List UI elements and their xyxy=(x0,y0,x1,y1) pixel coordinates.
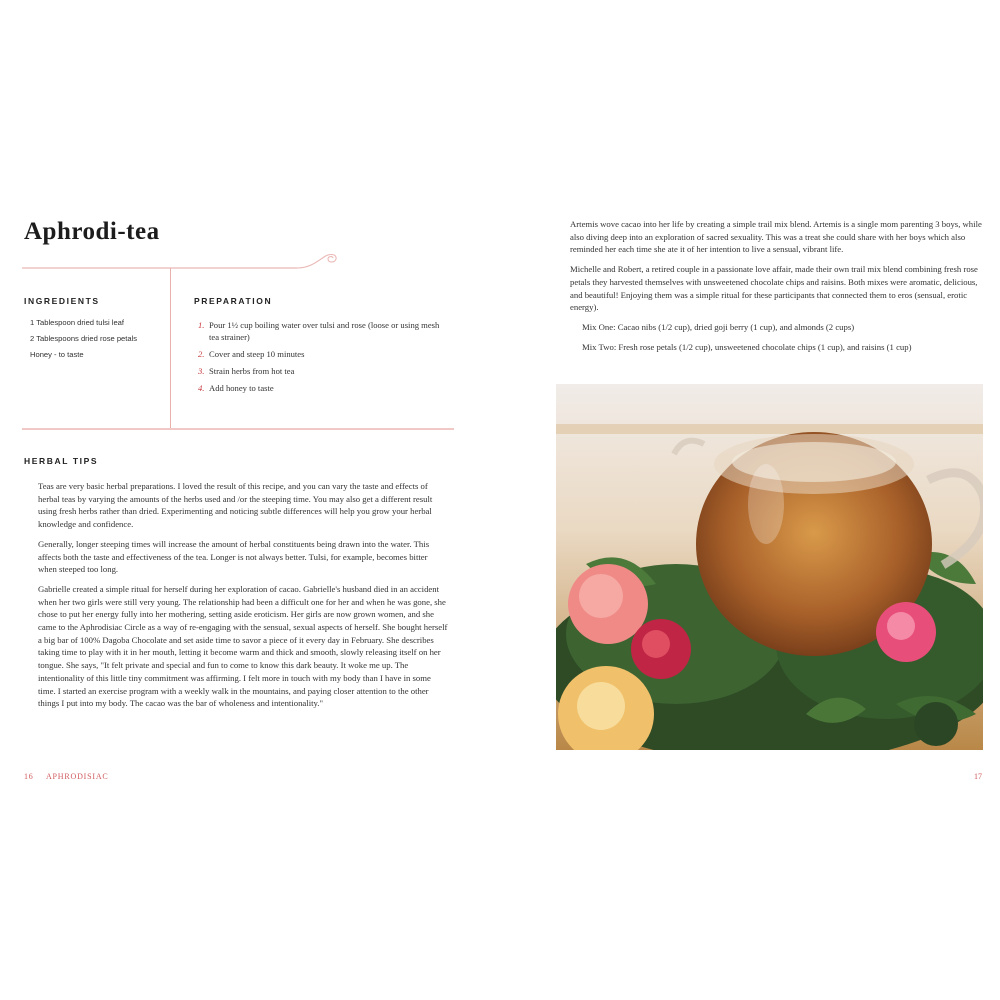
step-number: 4. xyxy=(198,383,205,393)
mix-recipe: Mix Two: Fresh rose petals (1/2 cup), unsweetened chocolate chips (1 cup), and raisins (1 cup) xyxy=(582,341,912,352)
paragraph: Michelle and Robert, a retired couple in a passionate love affair, made their own trail mix blend combining fresh rose petals they harvested themselves with unsweetened chocolate chips and raisins. Both mixes were aromatic, delicious, and beautiful! Enjoying them was a simple ritual for these participants that connected them to eros (sensual, erotic energy). xyxy=(570,264,978,313)
herbal-tips-heading: HERBAL TIPS xyxy=(24,456,99,466)
step-number: 1. xyxy=(198,320,205,330)
ingredients-heading: INGREDIENTS xyxy=(24,296,100,306)
page-number: 16 xyxy=(24,772,34,781)
preparation-steps xyxy=(198,319,448,399)
column-divider xyxy=(170,268,171,428)
step-text: Strain herbs from hot tea xyxy=(209,366,295,376)
paragraph: Generally, longer steeping times will increase the amount of herbal constituents being drawn into the water. This affects both the taste and effectiveness of the tea. Longer is not always better. Tulsi, for example, becomes bitter when steeped too long. xyxy=(38,538,430,575)
list-item xyxy=(198,365,448,377)
page-number: 17 xyxy=(974,772,982,781)
paragraph: Gabrielle created a simple ritual for herself during her exploration of cacao. Gabrielle's husband died in an accident when her two girls were still very young. The relationship had been a difficult one for her and when he was gone, she chose to put her energy fully into her mothering, setting aside eroticism. Her girls are now grown women, and she came to the Aphrodisiac Circle as a way of re-engaging with the sensual, sexual aspects of herself. She bought herself a big bar of 100% Dagoba Chocolate and set aside time to savor a piece of it every day in February. She describes taking time to play with it in her mouth, letting it become warm and thick and smooth, slowly releasing itself on her tongue. She says, "It felt private and special and fun to come to know this dark beauty. It woke me up. The intentionality of this little tiny commitment was affirming. I felt more in touch with my body than I have in some time. I started an exercise program with a weekly walk in the mountains, and paying closer attention to the other things I put into my body. The cacao was the bar of wholeness and intentionality." xyxy=(38,583,448,709)
paragraph: Artemis wove cacao into her life by creating a simple trail mix blend. Artemis is a single mom parenting 3 boys, while also diving deep into an exploration of sacred sexuality. This was a treat she could share with her boys which also reminded her each time she ate it of her intention to live a sensual, vibrant life. xyxy=(570,219,982,255)
list-item xyxy=(198,348,448,360)
list-item: Honey - to taste xyxy=(30,350,84,359)
mix-recipe: Mix One: Cacao nibs (1/2 cup), dried goji berry (1 cup), and almonds (2 cups) xyxy=(582,321,855,332)
ingredients-list xyxy=(30,318,137,366)
step-text: Pour 1½ cup boiling water over tulsi and rose (loose or using mesh tea strainer) xyxy=(209,320,440,342)
list-item: 1 Tablespoon dried tulsi leaf xyxy=(30,318,125,327)
right-page-body xyxy=(570,218,986,360)
list-item xyxy=(198,319,448,343)
step-text: Cover and steep 10 minutes xyxy=(209,349,305,359)
herbal-tips-body xyxy=(38,480,448,717)
section-divider xyxy=(22,428,454,430)
step-number: 2. xyxy=(198,349,205,359)
left-page-footer xyxy=(24,772,109,781)
running-head: APHRODISIAC xyxy=(45,772,109,781)
tea-photo xyxy=(556,384,983,750)
list-item: 2 Tablespoons dried rose petals xyxy=(30,334,138,343)
paragraph: Teas are very basic herbal preparations. I loved the result of this recipe, and you can vary the taste and effects of herbal teas by varying the amounts of the herbs used and /or the steeping time. You may also get a different result using fresh herbs rather than dried. Experimenting and noticing subtle differences will help you grow your herbal knowledge and confidence. xyxy=(38,481,433,530)
step-number: 3. xyxy=(198,366,205,376)
flourish-divider-icon xyxy=(22,252,352,280)
preparation-heading: PREPARATION xyxy=(194,296,273,306)
recipe-title: Aphrodi-tea xyxy=(24,218,160,245)
list-item xyxy=(198,382,448,394)
step-text: Add honey to taste xyxy=(209,383,274,393)
